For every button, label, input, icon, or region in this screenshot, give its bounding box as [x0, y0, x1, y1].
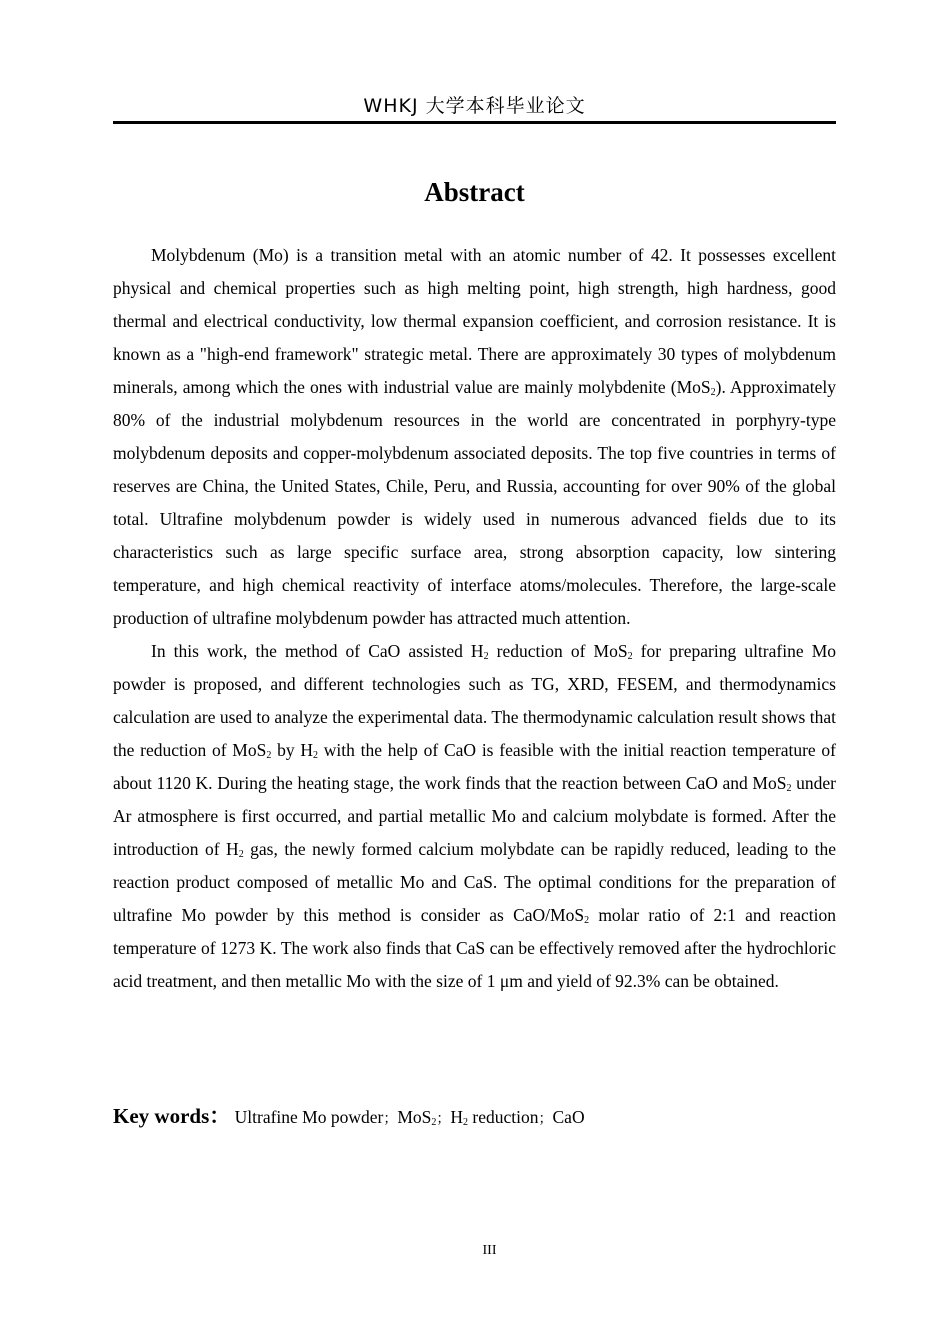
- text-run: molar ratio of 2:1 and reaction temperature of 1273 K. The work also finds that CaS can be effectively removed after the hydrochloric acid treatment, and then metallic Mo with the size of 1 μm and yield of 92.3% can be obtained.: [113, 905, 836, 991]
- subscript: 2: [584, 915, 590, 926]
- subscript: 2: [710, 387, 716, 398]
- subscript: 2: [627, 651, 633, 662]
- text-run: under Ar atmosphere is first occurred, and partial metallic Mo and calcium molybdate is formed. After the introduction of H: [113, 773, 836, 859]
- subscript: 2: [431, 1117, 437, 1128]
- text-run: gas, the newly formed calcium molybdate can be rapidly reduced, leading to the reaction product composed of metallic Mo and CaS. The optimal conditions for the preparation of ultrafine Mo powder by this method is consider as CaO/MoS: [113, 839, 836, 925]
- header-rule: [113, 121, 836, 124]
- keyword-separator: ；: [436, 1111, 451, 1127]
- text-run: with the help of CaO is feasible with the initial reaction temperature of about 1120 K. During the heating stage, the work finds that the reaction between CaO and MoS: [113, 740, 836, 793]
- page-number: III: [482, 1243, 497, 1258]
- text-run: CaO: [552, 1107, 585, 1127]
- abstract-paragraph: [113, 635, 836, 998]
- keywords-list: [235, 1107, 585, 1127]
- keyword-separator: ；: [538, 1111, 553, 1127]
- keyword-item: [397, 1107, 436, 1127]
- subscript: 2: [786, 783, 792, 794]
- text-run: reduction of MoS: [488, 641, 628, 661]
- keyword-separator: ；: [383, 1111, 398, 1127]
- text-run: ). Approximately 80% of the industrial molybdenum resources in the world are concentrated in porphyry-type molybdenum deposits and copper-molybdenum associated deposits. The top five countries in terms of reserves are China, the United States, Chile, Peru, and Russia, accounting for over 90% of the global total. Ultrafine molybdenum powder is widely used in numerous advanced fields due to its characteristics such as large specific surface area, strong absorption capacity, low sintering temperature, and high chemical reactivity of interface atoms/molecules. Therefore, the large-scale production of ultrafine molybdenum powder has attracted much attention.: [113, 377, 836, 628]
- text-run: by H: [271, 740, 314, 760]
- text-run: In this work, the method of CaO assisted H: [151, 641, 484, 661]
- keywords-line: [113, 1100, 836, 1136]
- text-run: Molybdenum (Mo) is a transition metal with an atomic number of 42. It possesses excellent physical and chemical properties such as high melting point, high strength, high hardness, good thermal and electrical conductivity, low thermal expansion coefficient, and corrosion resistance. It is known as a "high-end framework" strategic metal. There are approximately 30 types of molybdenum minerals, among which the ones with industrial value are mainly molybdenite (MoS: [113, 245, 836, 397]
- abstract-title: Abstract: [424, 177, 525, 207]
- subscript: 2: [313, 750, 319, 761]
- subscript: 2: [463, 1117, 469, 1128]
- abstract-body: [113, 239, 836, 998]
- text-run: H: [450, 1107, 464, 1127]
- subscript: 2: [483, 651, 489, 662]
- text-run: Ultrafine Mo powder: [234, 1107, 384, 1127]
- text-run: for preparing ultrafine Mo powder is proposed, and different technologies such as TG, XRD, FESEM, and thermodynamics calculation are used to analyze the experimental data. The thermodynamic calculation result shows that the reduction of MoS: [113, 641, 837, 760]
- subscript: 2: [266, 750, 272, 761]
- keyword-item: [235, 1107, 384, 1127]
- text-run: MoS: [397, 1107, 432, 1127]
- keywords-label: Key words：: [113, 1104, 231, 1128]
- abstract-paragraph: [113, 239, 836, 635]
- text-run: reduction: [468, 1107, 539, 1127]
- subscript: 2: [238, 849, 244, 860]
- keyword-item: [450, 1107, 538, 1127]
- running-header: WHKJ 大学本科毕业论文: [363, 95, 586, 117]
- keyword-item: [553, 1107, 585, 1127]
